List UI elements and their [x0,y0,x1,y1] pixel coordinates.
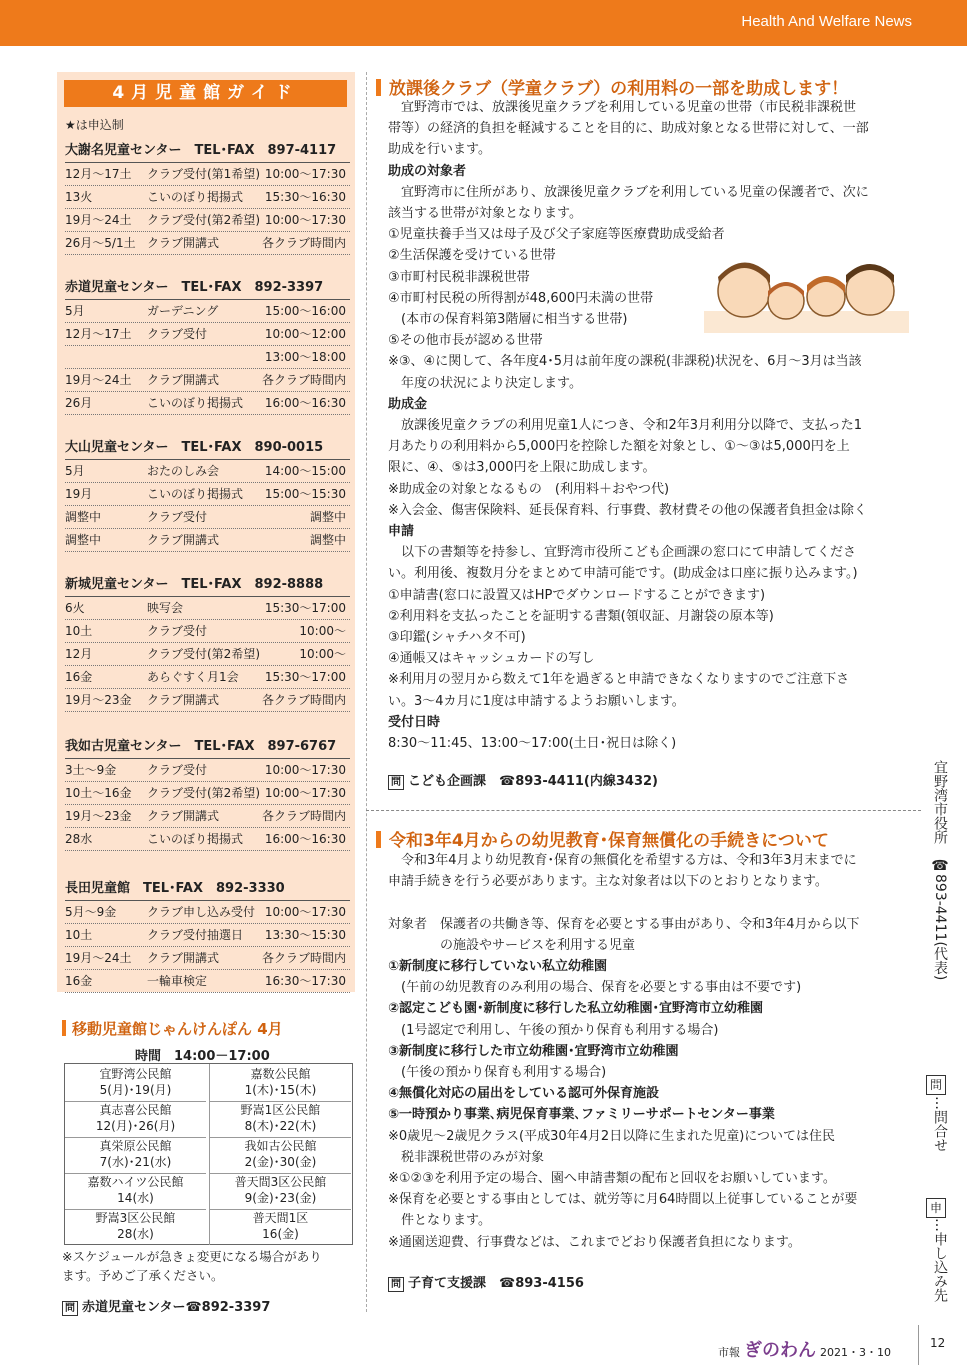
schedule-event: こいのぼり掲揚式 [147,190,244,204]
schedule-event: クラブ開講式 [147,373,220,387]
schedule-event: クラブ受付(第1希望) [147,167,260,181]
schedule-date: 10土 [65,624,93,638]
schedule-row [65,947,350,970]
schedule-time: 各クラブ時間内 [261,693,346,707]
schedule-event: 一輪車検定 [147,974,208,988]
venue-name: 嘉数ハイツ公民館 [87,1175,184,1189]
center-name: 新城児童センター TEL･FAX 892-8888 [65,574,350,597]
schedule-date: 19月～23金 [65,693,132,707]
schedule-date: 5月～9金 [65,905,117,919]
body-line: ※入会金、傷害保険料、延長保育料、行事費、教材費その他の保護者負担金は除く [388,502,867,518]
body-line: 件となります。 [388,1213,491,1229]
center-block [65,878,350,993]
body-line: 8:30～11:45、13:00～17:00(土日･祝日は除く) [388,736,677,752]
body-line: ※保育を必要とする事由としては、就労等に月64時間以上従事していることが要 [388,1192,858,1208]
body-line: ⑤その他市長が認める世帯 [388,333,543,349]
mobile-venue-cell [209,1136,351,1174]
venue-dates: 7(水)･21(水) [99,1155,172,1169]
body-line [388,892,908,913]
venue-dates: 16(金) [262,1227,299,1241]
body-line: い。利用後、複数月分をまとめて申請可能です。(助成金は口座に振り込みます。) [388,566,858,582]
schedule-event: クラブ受付(第2希望) [147,213,260,227]
schedule-row [65,689,350,712]
body-line: ③印鑑(シャチハタ不可) [388,630,526,646]
schedule-row [65,163,350,186]
side-a-box: 申 [926,1198,946,1218]
mobile-venue-cell [65,1172,206,1210]
schedule-time: 13:00～18:00 [264,350,346,364]
schedule-date: 6火 [65,601,85,615]
venue-name: 野嵩1区公民館 [240,1103,321,1117]
side-q-text: …問合せ [932,1096,948,1152]
schedule-date: 10土 [65,928,93,942]
schedule-date: 16金 [65,670,93,684]
article1-contact-text: こども企画課 ☎893-4411(内線3432) [408,774,658,789]
body-line: ※利用月の翌月から数えて1年を過ぎると申請できなくなりますのでご注意下さ [388,672,850,688]
body-line: (午後の預かり保育も利用する場合) [388,1065,607,1081]
body-line: 以下の書類等を持参し、宜野湾市役所こども企画課の窓口にて申請してくださ [388,545,857,561]
schedule-date: 19月 [65,487,93,501]
body-line: 助成金 [388,396,428,412]
schedule-event: クラブ受付抽選日 [147,928,244,942]
footer-date: 2021・3・10 [820,1346,891,1359]
schedule-time: 10:00～12:00 [264,327,346,341]
body-line: ②利用料を支払ったことを証明する書類(領収証、月謝袋の原本等) [388,608,774,624]
schedule-row [65,300,350,323]
body-line: い。3～4カ月に1度は申請するようお願いします。 [388,693,685,709]
venue-name: 普天間1区 [252,1211,309,1225]
schedule-event: クラブ受付(第2希望) [147,647,260,661]
body-line: ②認定こども園･新制度に移行した私立幼稚園･宜野湾市立幼稚園 [388,1001,764,1017]
mobile-venue-cell [65,1136,206,1174]
body-line: 令和3年4月より幼児教育･保育の無償化を希望する方は、令和3年3月末までに [388,853,857,868]
children-illustration [704,253,909,333]
schedule-row [65,529,350,552]
body-line: (1号認定で利用し、午後の預かり保育も利用する場合) [388,1022,719,1038]
schedule-time: 10:00～17:30 [264,905,346,919]
schedule-row [65,369,350,392]
schedule-row [65,232,350,255]
body-line: ※0歳児～2歳児クラス(平成30年4月2日以降に生まれた児童)については住民 [388,1128,836,1144]
body-line: ③新制度に移行した市立幼稚園･宜野湾市立幼稚園 [388,1043,679,1059]
header-bar [0,0,967,46]
schedule-event: クラブ開講式 [147,236,220,250]
schedule-row [65,924,350,947]
mobile-venue-cell [209,1064,351,1102]
schedule-event: クラブ受付 [147,624,208,638]
schedule-date: 28水 [65,832,93,846]
schedule-time: 各クラブ時間内 [261,809,346,823]
schedule-date: 19月～23金 [65,809,132,823]
body-line: 申請手続きを行う必要があります。主な対象者は以下のとおりとなります。 [388,874,828,890]
body-line: 申請 [388,524,415,540]
schedule-event: ガーデニング [147,304,219,318]
body-line: ④無償化対応の届出をしている認可外保育施設 [388,1086,660,1102]
mobile-venue-cell [209,1172,351,1210]
page-number: 12 [930,1336,946,1350]
schedule-row [65,186,350,209]
side-office: 宜野湾市役所 ☎893-4411(代表) [932,760,948,981]
body-line: ⑤一時預かり事業､病児保育事業､ファミリーサポートセンター事業 [388,1107,775,1123]
body-line: ④通帳又はキャッシュカードの写し [388,651,595,667]
schedule-time: 15:30～16:30 [264,190,346,204]
mobile-schedule-table [64,1063,353,1245]
schedule-time: 16:00～16:30 [264,832,346,846]
schedule-row [65,901,350,924]
schedule-date: 調整中 [65,533,102,547]
body-line: ①申請書(窓口に設置又はHPでダウンロードすることができます) [388,587,766,603]
mobile-note-line: ます。予めご了承ください。 [62,1268,224,1283]
schedule-event: クラブ開講式 [147,693,220,707]
venue-dates: 1(木)･15(木) [244,1083,317,1097]
schedule-time: 10:00～17:30 [264,763,346,777]
schedule-row [65,620,350,643]
footer [718,1336,891,1362]
article1-title: 放課後クラブ（学童クラブ）の利用料の一部を助成します！ [376,74,848,99]
schedule-row [65,782,350,805]
mobile-note-line: ※スケジュールが急きょ変更になる場合があり [62,1249,322,1264]
body-line: 放課後児童クラブの利用児童1人につき、令和2年3月利用分以降で、支払った1 [388,418,863,434]
schedule-row [65,483,350,506]
footer-rule [918,1325,919,1365]
body-line: 助成の対象者 [388,163,467,179]
schedule-time: 16:00～16:30 [264,396,346,410]
venue-dates: 28(水) [117,1227,154,1241]
center-block [65,574,350,712]
schedule-row [65,597,350,620]
venue-dates: 9(金)･23(金) [244,1191,317,1205]
center-name: 我如古児童センター TEL･FAX 897-6767 [65,736,350,759]
schedule-row [65,970,350,993]
schedule-date: 3土～9金 [65,763,117,777]
venue-dates: 5(月)･19(月) [99,1083,172,1097]
venue-name: 真栄原公民館 [99,1139,172,1153]
schedule-date: 10土～16金 [65,786,132,800]
schedule-date: 5月 [65,464,85,478]
schedule-time: 15:30～17:00 [264,670,346,684]
body-line: ③市町村民税非課税世帯 [388,269,530,285]
schedule-event: あらぐすく月1会 [147,670,239,684]
body-line: 受付日時 [388,714,441,730]
mobile-note [62,1247,352,1285]
mobile-venue-cell [65,1208,206,1245]
mobile-venue-cell [209,1100,351,1138]
body-line: (本市の保育料第3階層に相当する世帯) [388,312,628,328]
center-block [65,277,350,415]
footer-prefix: 市報 [718,1346,740,1359]
body-line: 宜野湾市では、放課後児童クラブを利用している児童の世帯（市民税非課税世 [388,100,857,115]
schedule-time: 15:30～17:00 [264,601,346,615]
guide-note: ★は申込制 [65,118,124,132]
venue-name: 宜野湾公民館 [99,1067,172,1081]
venue-dates: 8(木)･22(木) [244,1119,317,1133]
center-name: 赤道児童センター TEL･FAX 892-3397 [65,277,350,300]
schedule-date: 19月～24土 [65,373,132,387]
body-line: ※助成金の対象となるもの (利用料＋おやつ代) [388,481,670,497]
body-line: ※③、④に関して、各年度4･5月は前年度の課税(非課税)状況を、6月～3月は当該 [388,354,862,370]
footer-logo: ぎのわん [744,1340,816,1361]
schedule-event: クラブ開講式 [147,533,220,547]
venue-name: 普天間3区公民館 [234,1175,327,1189]
schedule-time: 15:00～16:00 [264,304,346,318]
schedule-row [65,506,350,529]
schedule-event: クラブ受付 [147,510,208,524]
schedule-event: こいのぼり掲揚式 [147,396,244,410]
schedule-time: 各クラブ時間内 [261,951,346,965]
mobile-contact [62,1296,270,1316]
body-line: ①新制度に移行していない私立幼稚園 [388,959,608,975]
body-line: 年度の状況により決定します。 [388,375,582,391]
body-line: ※通園送迎費、行事費などは、これまでどおり保護者負担になります。 [388,1234,801,1250]
schedule-row [65,828,350,851]
children-center-guide [57,72,355,992]
schedule-date: 12月 [65,647,93,661]
body-line: ④市町村民税の所得割が48,600円未満の世帯 [388,290,654,306]
schedule-date: 16金 [65,974,93,988]
contact-box-icon: 問 [388,1277,404,1292]
body-line: 帯等）の経済的負担を軽減することを目的に、助成対象となる世帯に対して、一部 [388,121,869,137]
venue-dates: 12(月)･26(月) [95,1119,176,1133]
schedule-event: おたのしみ会 [147,464,220,478]
schedule-date: 5月 [65,304,85,318]
schedule-time: 調整中 [309,510,346,524]
schedule-row [65,346,350,369]
schedule-time: 13:30～15:30 [264,928,346,942]
side-q-box: 問 [926,1075,946,1095]
body-line: ②生活保護を受けている世帯 [388,248,556,264]
side-a-text: …申し込み先 [932,1218,948,1302]
schedule-event: クラブ開講式 [147,809,220,823]
schedule-row [65,643,350,666]
column-divider [366,72,367,1312]
body-line: 対象者 保護者の共働き等、保育を必要とする事由があり、令和3年4月から以下 [388,916,860,932]
contact-box-icon: 問 [388,775,404,790]
article2-title: 令和3年4月からの幼児教育･保育無償化の手続きについて [376,826,829,851]
schedule-row [65,209,350,232]
schedule-row [65,805,350,828]
center-block [65,736,350,851]
venue-name: 野嵩3区公民館 [95,1211,176,1225]
schedule-date: 13火 [65,190,93,204]
schedule-date: 12月～17土 [65,327,132,341]
schedule-row [65,460,350,483]
schedule-event: クラブ受付 [147,763,208,777]
schedule-event: クラブ受付 [147,327,208,341]
schedule-time: 10:00～ [299,624,346,638]
body-line: ※①②③を利用予定の場合、園へ申請書類の配布と回収をお願いしています。 [388,1171,836,1187]
schedule-date: 26月～5/1土 [65,236,136,250]
schedule-time: 10:00～17:30 [264,213,346,227]
schedule-row [65,759,350,782]
schedule-date: 26月 [65,396,93,410]
body-line: 限に、④、⑤は3,000円を上限に助成します。 [388,460,656,476]
schedule-row [65,323,350,346]
schedule-time: 14:00～15:00 [264,464,346,478]
schedule-time: 各クラブ時間内 [261,373,346,387]
schedule-time: 10:00～ [299,647,346,661]
body-line: 宜野湾市に住所があり、放課後児童クラブを利用している児童の保護者で、次に [388,184,869,200]
mobile-time: 時間 14:00－17:00 [135,1049,270,1064]
schedule-time: 調整中 [309,533,346,547]
schedule-date: 19月～24土 [65,213,132,227]
venue-dates: 14(水) [117,1191,154,1205]
mobile-title: 移動児童館じゃんけんぽん 4月 [62,1018,283,1039]
article2-contact [388,1272,584,1292]
venue-name: 嘉数公民館 [250,1067,311,1081]
center-name: 大謝名児童センター TEL･FAX 897-4117 [65,140,350,163]
venue-dates: 2(金)･30(金) [244,1155,317,1169]
schedule-time: 10:00～17:30 [264,786,346,800]
article1-contact [388,770,658,790]
schedule-event: クラブ申し込み受付 [147,905,256,919]
schedule-event: クラブ開講式 [147,951,220,965]
schedule-row [65,392,350,415]
schedule-date: 調整中 [65,510,102,524]
article2-contact-text: 子育て支援課 ☎893-4156 [408,1276,584,1291]
schedule-time: 15:00～15:30 [264,487,346,501]
center-name: 大山児童センター TEL･FAX 890-0015 [65,437,350,460]
article2-body [388,850,908,1253]
venue-name: 我如古公民館 [244,1139,317,1153]
article-divider [366,810,921,811]
header-title: Health And Welfare News [741,13,912,30]
center-block [65,437,350,552]
mobile-venue-cell [209,1208,351,1245]
body-line: 助成を行います。 [388,142,491,158]
mobile-contact-text: 赤道児童センター☎892-3397 [82,1300,271,1315]
schedule-event: こいのぼり掲揚式 [147,832,244,846]
schedule-event: こいのぼり掲揚式 [147,487,244,501]
center-block [65,140,350,255]
schedule-time: 16:30～17:30 [264,974,346,988]
schedule-event: クラブ受付(第2希望) [147,786,260,800]
venue-name: 真志喜公民館 [99,1103,172,1117]
schedule-time: 各クラブ時間内 [261,236,346,250]
center-name: 長田児童館 TEL･FAX 892-3330 [65,878,350,901]
body-line: 税非課税世帯のみが対象 [388,1149,545,1165]
schedule-row [65,666,350,689]
guide-title: 4月児童館ガイド [64,80,347,107]
schedule-time: 10:00～17:30 [264,167,346,181]
schedule-event: 映写会 [147,601,184,615]
body-line: 該当する世帯が対象となります。 [388,206,582,222]
article1-body [388,97,908,754]
schedule-date: 19月～24土 [65,951,132,965]
mobile-venue-cell [65,1100,206,1138]
body-line: ①児童扶養手当又は母子及び父子家庭等医療費助成受給者 [388,227,725,243]
body-line: 月あたりの利用料から5,000円を控除した額を対象とし、①～③は5,000円を上 [388,439,850,455]
mobile-venue-cell [65,1064,206,1102]
schedule-date: 12月～17土 [65,167,132,181]
body-line: の施設やサービスを利用する児童 [388,937,636,953]
contact-box-icon: 問 [62,1301,78,1316]
body-line: (午前の幼児教育のみ利用の場合、保育を必要とする事由は不要です) [388,980,802,996]
